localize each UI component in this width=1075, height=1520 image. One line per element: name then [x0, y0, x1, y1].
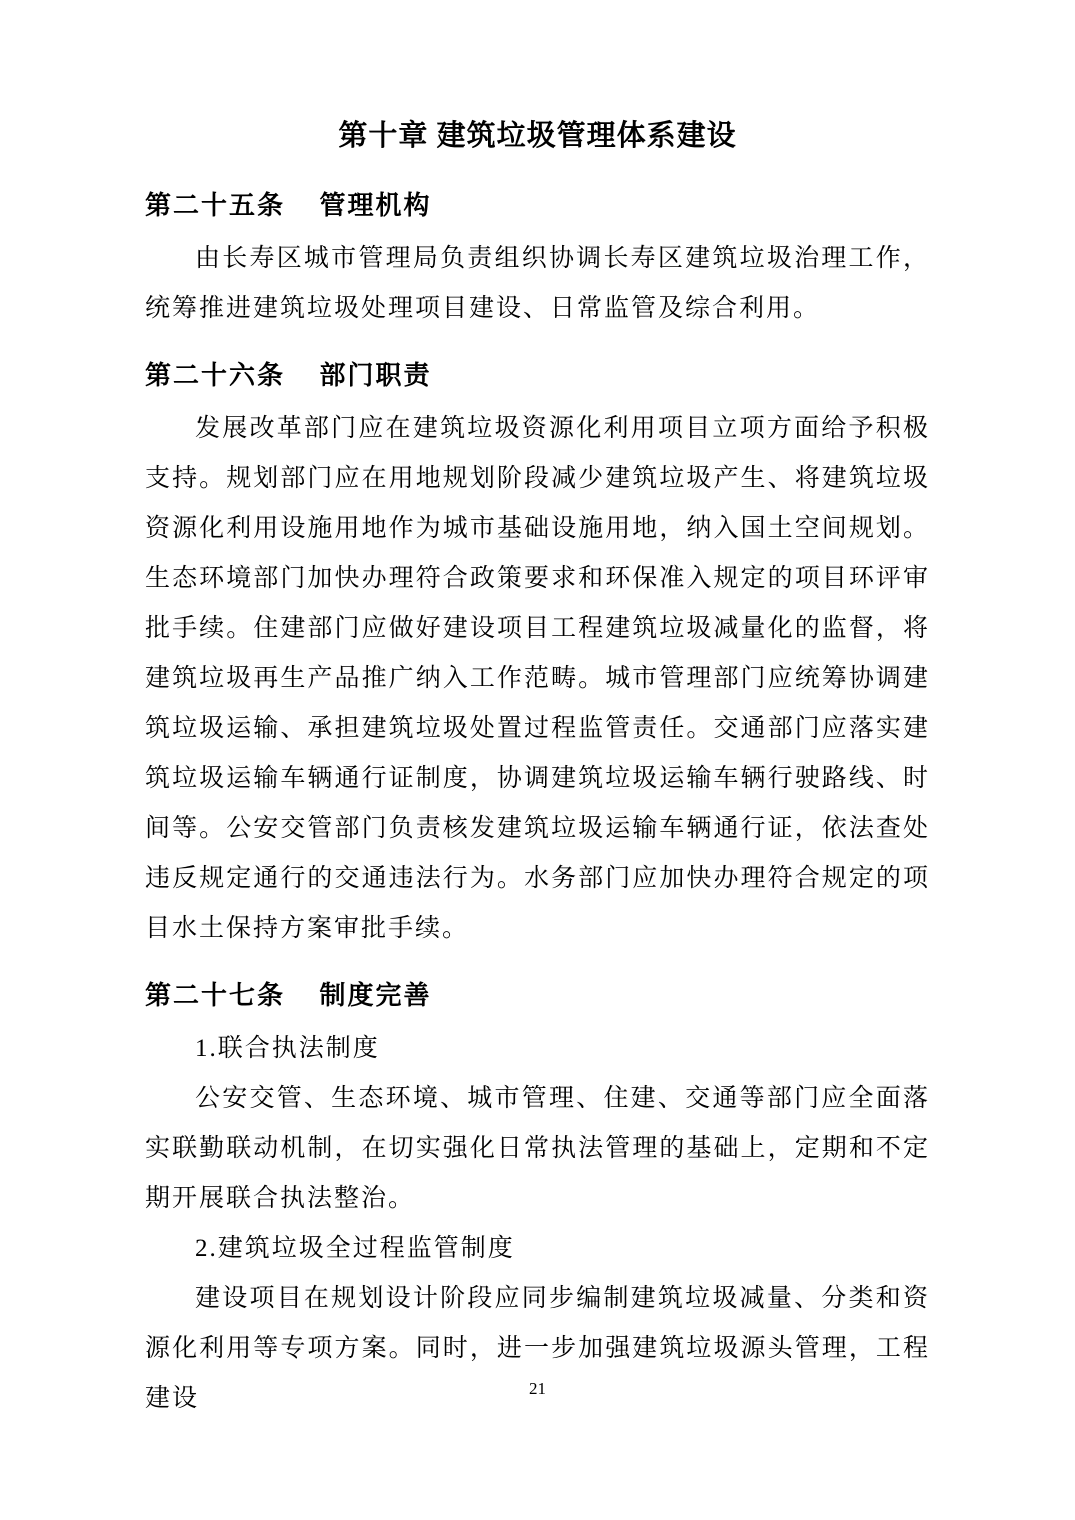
section-number: 第二十七条 — [145, 981, 286, 1010]
section-title: 制度完善 — [319, 981, 432, 1010]
chapter-title: 第十章 建筑垃圾管理体系建设 — [338, 120, 737, 152]
body-paragraph: 由长寿区城市管理局负责组织协调长寿区建筑垃圾治理工作，统筹推进建筑垃圾处理项目建设、日常监管及综合利用。 — [145, 245, 930, 322]
section-title: 部门职责 — [319, 361, 432, 390]
page-number: 21 — [529, 1379, 546, 1398]
document-section — [145, 360, 930, 954]
document-section — [145, 980, 930, 1424]
section-number: 第二十六条 — [145, 361, 286, 390]
body-paragraph: 发展改革部门应在建筑垃圾资源化利用项目立项方面给予积极支持。规划部门应在用地规划阶段减少建筑垃圾产生、将建筑垃圾资源化利用设施用地作为城市基础设施用地，纳入国土空间规划。生态环境部门加快办理符合政策要求和环保准入规定的项目环评审批手续。住建部门应做好建设项目工程建筑垃圾减量化的监督，将建筑垃圾再生产品推广纳入工作范畴。城市管理部门应统筹协调建筑垃圾运输、承担建筑垃圾处置过程监管责任。交通部门应落实建筑垃圾运输车辆通行证制度，协调建筑垃圾运输车辆行驶路线、时间等。公安交管部门负责核发建筑垃圾运输车辆通行证，依法查处违反规定通行的交通违法行为。水务部门应加快办理符合规定的项目水土保持方案审批手续。 — [145, 415, 930, 942]
section-heading — [145, 190, 930, 222]
body-paragraph: 公安交管、生态环境、城市管理、住建、交通等部门应全面落实联勤联动机制，在切实强化日常执法管理的基础上，定期和不定期开展联合执法整治。 — [145, 1085, 930, 1212]
section-title: 管理机构 — [319, 191, 432, 220]
document-section — [145, 190, 930, 334]
sections-container — [145, 190, 930, 1424]
section-number: 第二十五条 — [145, 191, 286, 220]
body-paragraph: 建设项目在规划设计阶段应同步编制建筑垃圾减量、分类和资源化利用等专项方案。同时，进一步加强建筑垃圾源头管理，工程建设 — [145, 1285, 930, 1412]
body-paragraph: 1.联合执法制度 — [195, 1035, 380, 1062]
section-heading — [145, 360, 930, 392]
body-paragraph: 2.建筑垃圾全过程监管制度 — [195, 1235, 515, 1262]
section-heading — [145, 980, 930, 1012]
